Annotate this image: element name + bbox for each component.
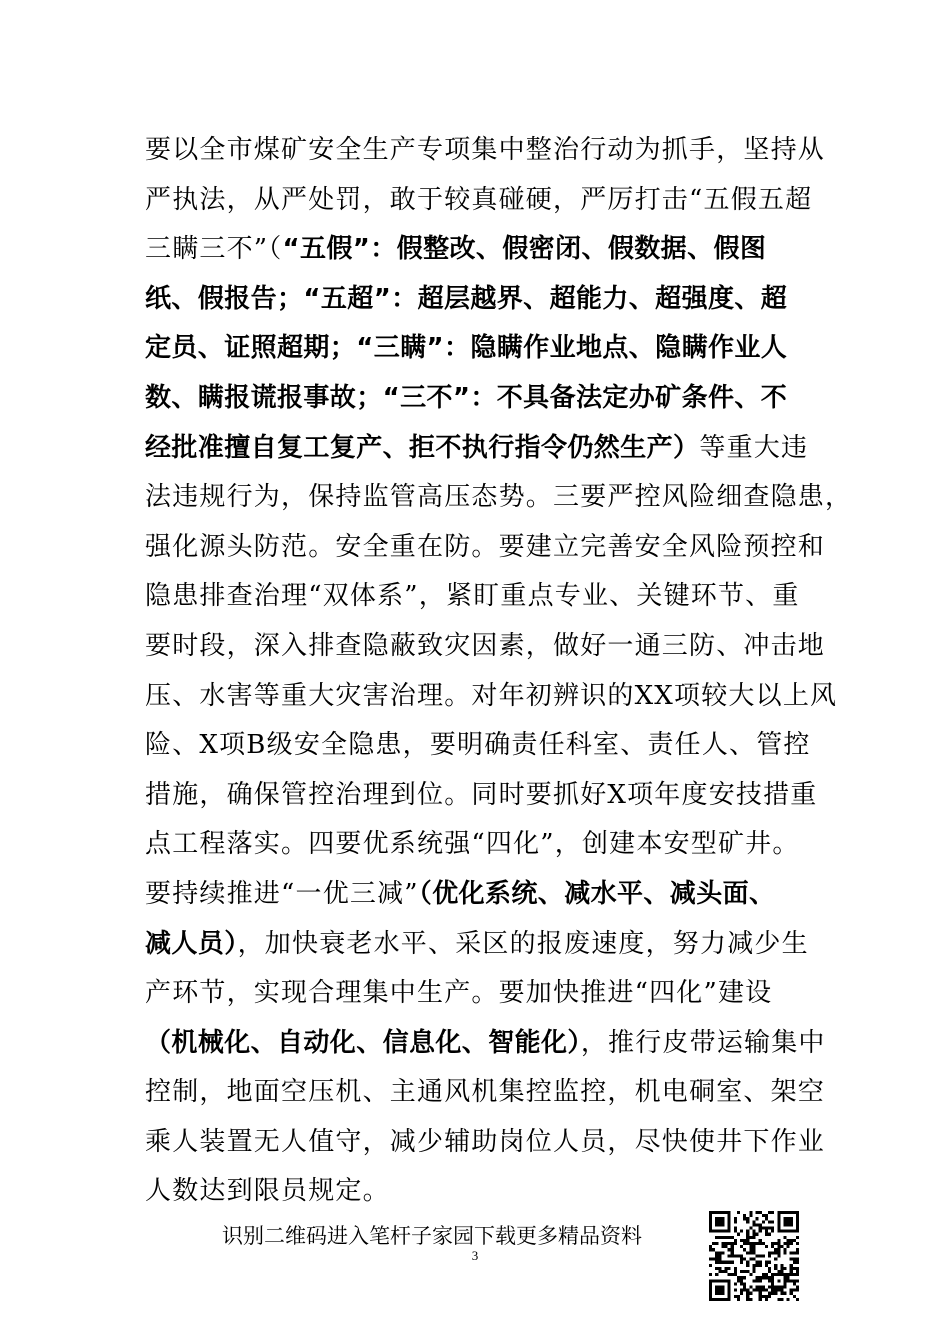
bold-text-run: （优化系统、减水平、减头面、 (418, 878, 776, 909)
text-run: 乘人装置无人值守，减少辅助岗位人员，尽快使井下作业 (145, 1126, 826, 1157)
text-run: 隐患排查治理“双体系”，紧盯重点专业、关键环节、重 (145, 581, 800, 612)
text-run: 严执法，从严处罚，敢于较真碰硬，严厉打击“五假五超 (145, 184, 813, 215)
text-line (145, 820, 825, 870)
page-number: 3 (471, 1248, 479, 1263)
qr-promo-text: 识别二维码进入笔杆子家园下载更多精品资料 (222, 1224, 642, 1248)
text-line (145, 920, 825, 970)
text-line (145, 225, 825, 275)
text-line (145, 969, 825, 1019)
text-line (145, 523, 825, 573)
text-run: 三瞒三不”（ (145, 234, 283, 265)
body-text (145, 126, 853, 1217)
text-run: 控制，地面空压机、主通风机集控监控，机电硐室、架空 (145, 1077, 826, 1108)
text-line (145, 176, 825, 226)
text-run: 法违规行为，保持监管高压态势。三要严控风险细查隐患， (145, 482, 853, 513)
bold-text-run: 纸、假报告；“五超”：超层越界、超能力、超强度、超 (145, 283, 788, 314)
text-line (145, 672, 838, 722)
text-line (145, 1019, 825, 1069)
text-run: 点工程落实。四要优系统强“四化”，创建本安型矿井。 (145, 829, 800, 860)
bold-text-run: （机械化、自动化、信息化、智能化） (145, 1027, 581, 1058)
text-line (145, 473, 853, 523)
text-run: ，推行皮带运输集中 (580, 1027, 826, 1058)
text-run: 险、X项B级安全隐患，要明确责任科室、责任人、管控 (145, 730, 811, 761)
bold-text-run: 数、瞒报谎报事故；“三不”：不具备法定办矿条件、不 (145, 382, 788, 413)
text-line (145, 622, 825, 672)
text-line (145, 424, 825, 474)
text-run: 措施，确保管控治理到位。同时要抓好X项年度安技措重 (145, 779, 818, 810)
text-run: 强化源头防范。安全重在防。要建立完善安全风险预控和 (145, 531, 826, 562)
text-run: 等重大违 (699, 432, 809, 463)
text-run: 要持续推进“一优三减” (145, 878, 419, 909)
text-line (145, 1118, 825, 1168)
text-line (145, 374, 825, 424)
bold-text-run: 减人员） (145, 928, 238, 959)
text-line (145, 771, 825, 821)
text-line (145, 572, 825, 622)
bold-text-run: 经批准擅自复工复产、拒不执行指令仍然生产） (145, 432, 700, 463)
text-run: 要时段，深入排查隐蔽致灾因素，做好一通三防、冲击地 (145, 630, 826, 661)
text-line (145, 324, 825, 374)
text-run: 压、水害等重大灾害治理。对年初辨识的XX项较大以上风 (145, 680, 838, 711)
text-run: ，加快衰老水平、采区的报废速度，努力减少生 (237, 928, 809, 959)
text-line (145, 1068, 825, 1118)
bold-text-run: “五假”：假整改、假密闭、假数据、假图 (282, 234, 767, 265)
bold-text-run: 定员、证照超期；“三瞒”：隐瞒作业地点、隐瞒作业人 (145, 333, 788, 364)
text-run: 人数达到限员规定。 (145, 1176, 390, 1207)
text-line (145, 1167, 825, 1217)
qr-code-icon[interactable] (709, 1211, 799, 1301)
text-line (145, 721, 825, 771)
text-run: 产环节，实现合理集中生产。要加快推进“四化”建设 (145, 978, 773, 1009)
text-line (145, 275, 825, 325)
text-run: 要以全市煤矿安全生产专项集中整治行动为抓手，坚持从 (145, 135, 826, 165)
text-line (145, 870, 825, 920)
text-line (145, 126, 825, 176)
